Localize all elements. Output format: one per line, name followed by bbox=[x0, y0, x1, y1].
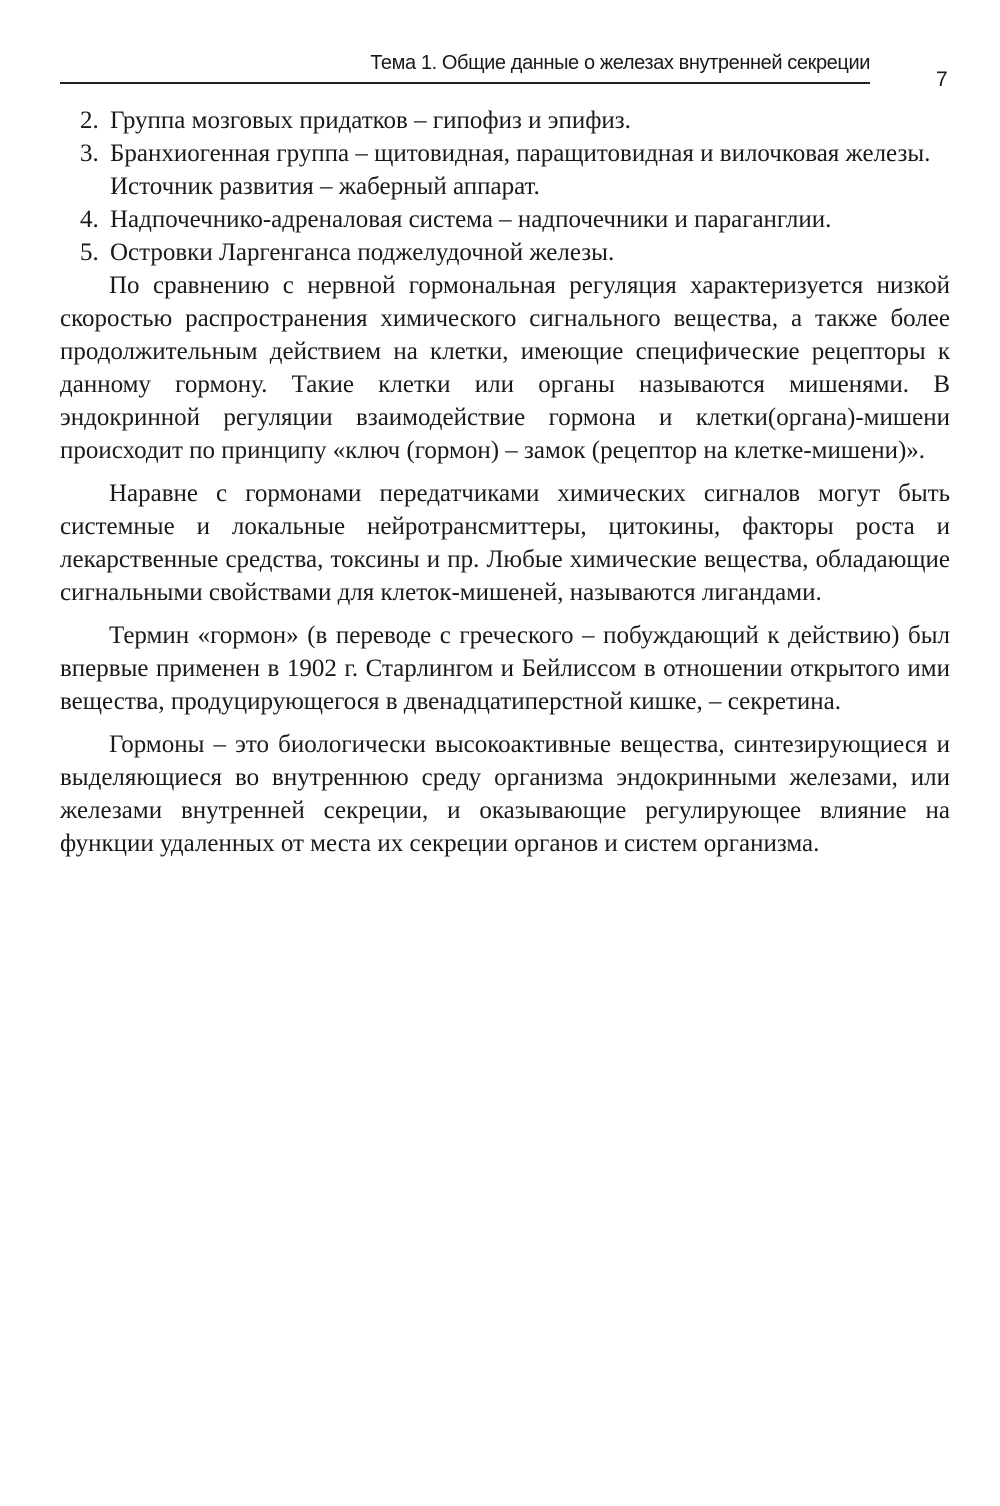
list-item-number: 3. bbox=[80, 140, 99, 167]
list-item-text: Островки Ларгенганса поджелудочной железы. bbox=[110, 239, 615, 266]
list-item bbox=[60, 236, 950, 269]
paragraph-hormone-definition: Гормоны – это биологически высокоактивные вещества, синтезирующиеся и выделяющиеся во внутреннюю среду организма эндокринными железами, или железами внутренней секреции, и оказывающие регулирующее влияние на функции удаленных от места их секреции органов и систем организма. bbox=[60, 731, 950, 857]
paragraph-hormonal-regulation: По сравнению с нервной гормональная регуляция характеризуется низкой скоростью распространения химического сигнального вещества, а также более продолжительным действием на клетки, имеющие специфические рецепторы к данному гормону. Такие клетки или органы называются мишенями. В эндокринной регуляции взаимодействие гормона и клетки(органа)-мишени происходит по принципу «ключ (гормон) – замок (рецептор на клетке-мишени)». bbox=[60, 272, 950, 464]
list-item bbox=[60, 137, 950, 203]
list-item bbox=[60, 203, 950, 236]
list-item-text: Надпочечнико-адреналовая система – надпочечники и параганглии. bbox=[110, 206, 832, 233]
paragraph-ligands: Наравне с гормонами передатчиками химических сигналов могут быть системные и локальные нейротрансмиттеры, цитокины, факторы роста и лекарственные средства, токсины и пр. Любые химические вещества, обладающие сигнальными свойствами для клеток-мишеней, называются лигандами. bbox=[60, 480, 950, 606]
running-title: Тема 1. Общие данные о железах внутренней секреции bbox=[370, 52, 870, 74]
numbered-list bbox=[60, 104, 950, 269]
paragraph-term-hormone: Термин «гормон» (в переводе с греческого – побуждающий к действию) был впервые применен в 1902 г. Старлингом и Бейлиссом в отношении открытого ими вещества, продуцирующегося в двенадцатиперстной кишке, – секретина. bbox=[60, 622, 950, 715]
list-item-text: Бранхиогенная группа – щитовидная, паращитовидная и вилочковая железы. Источник развития – жаберный аппарат. bbox=[110, 140, 931, 200]
page-number: 7 bbox=[936, 68, 948, 91]
list-item bbox=[60, 104, 950, 137]
list-item-text: Группа мозговых придатков – гипофиз и эпифиз. bbox=[110, 107, 631, 134]
list-item-number: 5. bbox=[80, 239, 99, 266]
running-header bbox=[60, 48, 870, 84]
body-text bbox=[60, 104, 950, 860]
list-item-number: 4. bbox=[80, 206, 99, 233]
list-item-number: 2. bbox=[80, 107, 99, 134]
